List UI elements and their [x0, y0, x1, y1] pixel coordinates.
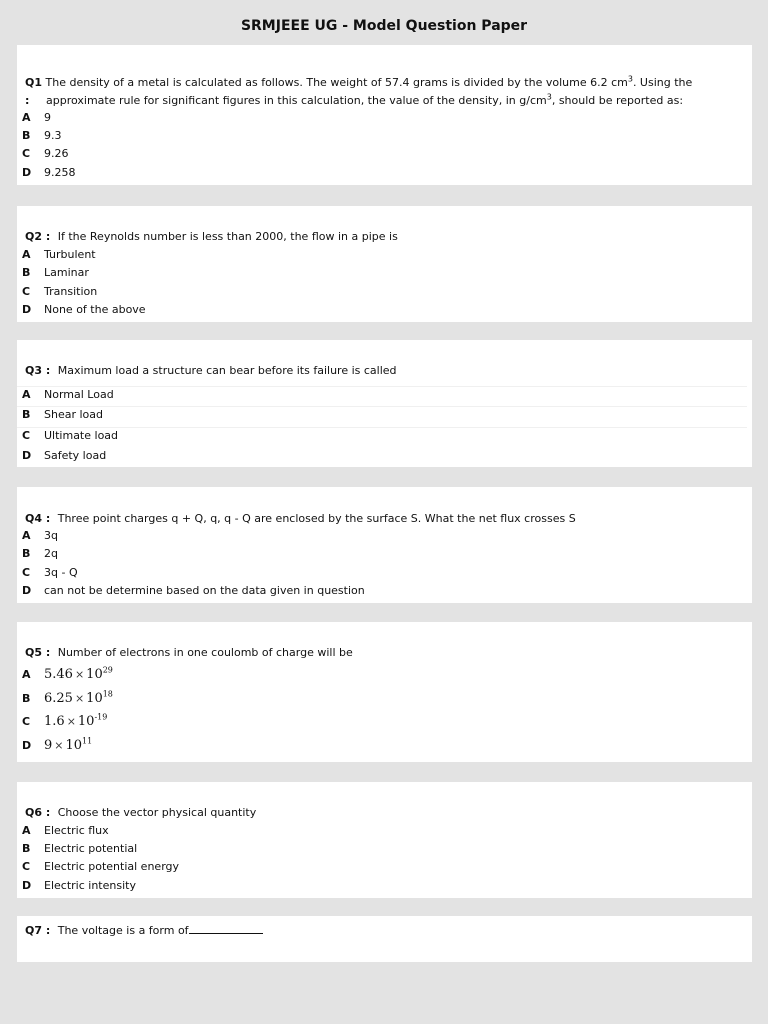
question-5-text: Number of electrons in one coulomb of charge will be [57, 646, 353, 659]
times-sign: × [74, 668, 85, 681]
question-card-7 [17, 916, 752, 962]
question-1-text-part-4: , should be reported as: [551, 94, 684, 107]
option-letter: A [22, 248, 31, 261]
question-1-colon: : [25, 94, 30, 107]
option-letter: B [22, 842, 31, 855]
option-row[interactable] [17, 406, 747, 421]
option-text: 9.3 [44, 129, 62, 142]
option-text: Turbulent [44, 248, 96, 261]
option-letter: C [22, 566, 31, 579]
option-exponent: 18 [102, 689, 113, 699]
question-card-3 [17, 340, 752, 467]
option-letter: D [22, 166, 32, 179]
option-text: 9.26 [44, 147, 69, 160]
question-2-number: Q2 : [25, 230, 51, 243]
question-7-line [25, 922, 263, 939]
option-math [44, 666, 113, 684]
option-exponent: -19 [94, 712, 108, 722]
question-1-number: Q1 [25, 76, 43, 89]
question-1-line-2 [25, 92, 683, 109]
question-2-text: If the Reynolds number is less than 2000, the flow in a pipe is [57, 230, 398, 243]
option-letter: C [22, 285, 31, 298]
option-letter: A [22, 111, 31, 124]
option-text: Electric potential [44, 842, 138, 855]
option-letter: D [22, 739, 32, 752]
option-row[interactable] [17, 386, 747, 401]
question-5-number: Q5 : [25, 646, 51, 659]
question-4-number: Q4 : [25, 512, 51, 525]
option-math [44, 737, 92, 755]
option-text: 9.258 [44, 166, 76, 179]
question-1-text-part-3: approximate rule for significant figures in this calculation, the value of the density, in g/cm [46, 94, 547, 107]
option-letter: D [22, 449, 32, 462]
question-6-line [25, 804, 256, 821]
option-text: can not be determine based on the data given in question [44, 584, 365, 597]
option-math [44, 690, 113, 708]
question-card-5 [17, 622, 752, 762]
question-4-line [25, 510, 576, 527]
option-text: Electric flux [44, 824, 109, 837]
question-card-6 [17, 782, 752, 898]
question-3-line [25, 362, 397, 379]
option-mantissa: 5.46 [44, 667, 73, 682]
option-letter: A [22, 824, 31, 837]
page-title: SRMJEEE UG - Model Question Paper [240, 18, 528, 34]
option-mantissa: 9 [44, 738, 53, 753]
option-exponent: 29 [102, 665, 113, 675]
option-text: Shear load [44, 408, 103, 421]
option-letter: B [22, 408, 31, 421]
option-mantissa: 6.25 [44, 691, 73, 706]
question-3-number: Q3 : [25, 364, 51, 377]
option-text: Electric intensity [44, 879, 136, 892]
option-letter: B [22, 547, 31, 560]
question-6-number: Q6 : [25, 806, 51, 819]
option-text: 9 [44, 111, 51, 124]
option-exponent: 11 [82, 736, 93, 746]
option-letter: D [22, 303, 32, 316]
question-4-text: Three point charges q + Q, q, q - Q are enclosed by the surface S. What the net flux crosses S [57, 512, 576, 525]
option-letter: C [22, 860, 31, 873]
option-letter: C [22, 429, 31, 442]
option-math [44, 713, 107, 731]
question-7-text: The voltage is a form of [57, 924, 189, 937]
times-sign: × [66, 715, 76, 728]
option-base: 10 [65, 738, 83, 753]
option-text: Safety load [44, 449, 107, 462]
option-letter: D [22, 584, 32, 597]
option-mantissa: 1.6 [44, 714, 65, 729]
option-text: None of the above [44, 303, 146, 316]
times-sign: × [54, 739, 64, 752]
question-card-1 [17, 45, 752, 185]
option-letter: B [22, 692, 31, 705]
question-6-text: Choose the vector physical quantity [57, 806, 257, 819]
question-card-4 [17, 487, 752, 603]
option-row[interactable] [17, 427, 747, 442]
option-text: Transition [44, 285, 98, 298]
option-text: Normal Load [44, 388, 114, 401]
option-letter: B [22, 129, 31, 142]
option-base: 10 [77, 714, 95, 729]
option-letter: C [22, 715, 31, 728]
option-letter: C [22, 147, 31, 160]
question-1-line-1 [25, 74, 692, 91]
question-2-line [25, 228, 398, 245]
question-1-superscript-2: 3 [546, 92, 552, 102]
option-text: 3q [44, 529, 58, 542]
answer-blank[interactable] [189, 923, 263, 934]
question-7-number: Q7 : [25, 924, 51, 937]
option-letter: A [22, 388, 31, 401]
question-1-text-part-1: The density of a metal is calculated as follows. The weight of 57.4 grams is divided by the volume 6.2 cm [45, 76, 628, 89]
question-1-text-part-2: . Using the [632, 76, 693, 89]
times-sign: × [74, 692, 85, 705]
question-3-text: Maximum load a structure can bear before its failure is called [57, 364, 397, 377]
question-5-line [25, 644, 353, 661]
option-text: Laminar [44, 266, 89, 279]
option-letter: A [22, 529, 31, 542]
option-letter: B [22, 266, 31, 279]
question-1-superscript-1: 3 [627, 74, 633, 84]
option-letter: A [22, 668, 31, 681]
option-text: Electric potential energy [44, 860, 180, 873]
option-text: 2q [44, 547, 58, 560]
option-text: Ultimate load [44, 429, 119, 442]
option-base: 10 [86, 667, 103, 682]
option-letter: D [22, 879, 32, 892]
question-card-2 [17, 206, 752, 322]
option-text: 3q - Q [44, 566, 78, 579]
option-base: 10 [86, 691, 103, 706]
